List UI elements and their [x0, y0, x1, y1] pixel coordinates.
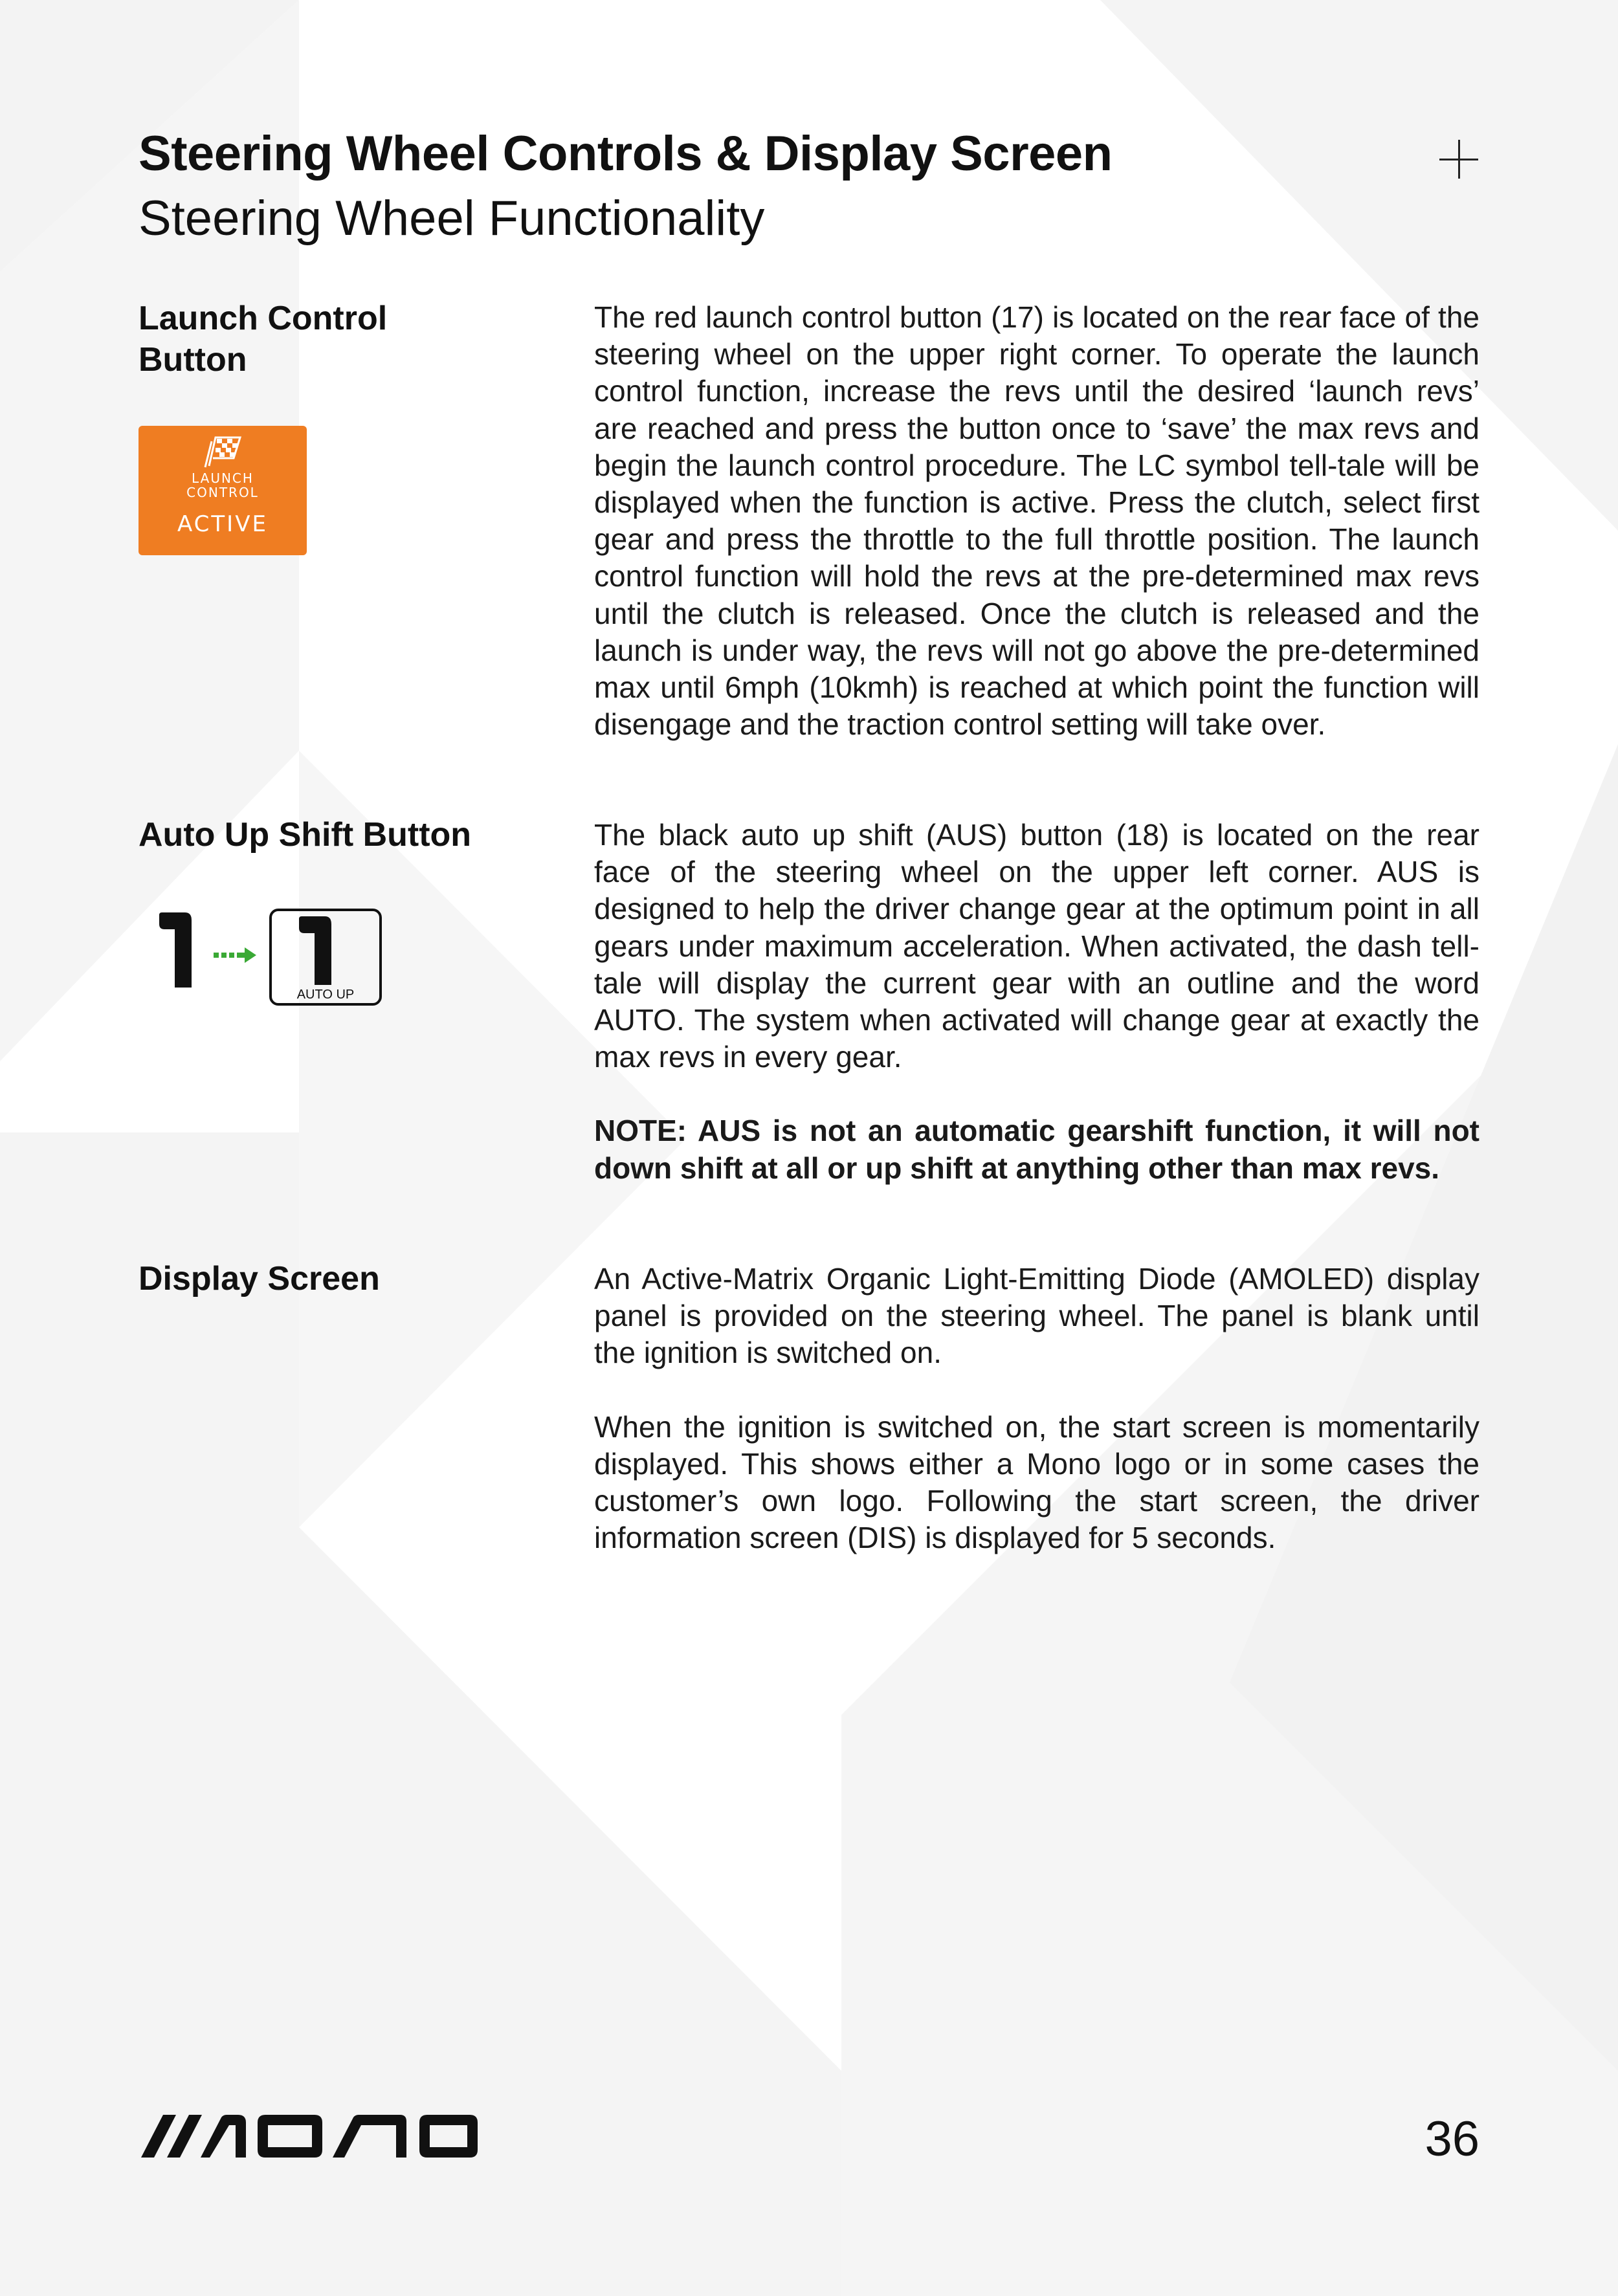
- badge-status: ACTIVE: [177, 511, 268, 537]
- section-label-display-screen: Display Screen: [139, 1260, 380, 1297]
- badge-line-1: LAUNCH: [192, 470, 254, 486]
- plus-icon[interactable]: [1439, 140, 1478, 179]
- section-body-auto-up-shift: [594, 817, 1479, 1224]
- note-paragraph: NOTE: AUS is not an automatic gearshift function, it will not down shift at all or up shift at anything other than max revs.: [594, 1114, 1479, 1185]
- auto-up-caption: AUTO UP: [296, 988, 355, 1002]
- section-label-auto-up-shift: Auto Up Shift Button: [139, 816, 472, 854]
- paragraph: The black auto up shift (AUS) button (18) is located on the rear face of the steering wheel on the upper left corner. AUS is designed to help the driver change gear at the optimum point in all gears under maximum acceleration. When activated, the dash tell-tale will display the current gear with an outline and the word AUTO. The system when activated will change gear at exactly the max revs in every gear.: [594, 818, 1479, 1074]
- mono-logo: [141, 2114, 478, 2159]
- paragraph: When the ignition is switched on, the start screen is momentarily displayed. This shows either a Mono logo or in some cases the customer’s own logo. Following the start screen, the driver information screen (DIS) is displayed for 5 seconds.: [594, 1409, 1479, 1555]
- checkered-flag-icon: [200, 432, 247, 469]
- section-label-launch-control: Launch Control Button: [139, 300, 388, 379]
- page-title: Steering Wheel Controls & Display Screen: [139, 126, 1113, 181]
- page-number: 36: [1424, 2112, 1479, 2167]
- paragraph: The red launch control button (17) is located on the rear face of the steering wheel on the upper right corner. To operate the launch control function, increase the revs until the desired ‘launch revs’ are reached and press the button once to ‘save’ the max revs and begin the launch control procedure. The LC symbol tell-tale will be displayed when the function is active. Press the clutch, select first gear and press the throttle to the full throttle position. The launch control function will hold the revs at the pre-determined max revs until the clutch is released. Once the clutch is released and the launch is under way, the revs will not go above the pre-determined max until 6mph (10kmh) is reached at which point the function will disengage and the traction control setting will take over.: [594, 300, 1479, 742]
- green-arrow-icon: [214, 947, 256, 963]
- page-subtitle: Steering Wheel Functionality: [139, 191, 765, 246]
- gear-one-glyph: [159, 912, 192, 988]
- paragraph: An Active-Matrix Organic Light-Emitting Diode (AMOLED) display panel is provided on the steering wheel. The panel is blank until the ignition is switched on.: [594, 1262, 1479, 1370]
- section-body-launch-control: [594, 299, 1479, 780]
- launch-control-active-badge: [139, 426, 307, 555]
- badge-line-2: CONTROL: [186, 485, 259, 500]
- section-body-display-screen: [594, 1261, 1479, 1593]
